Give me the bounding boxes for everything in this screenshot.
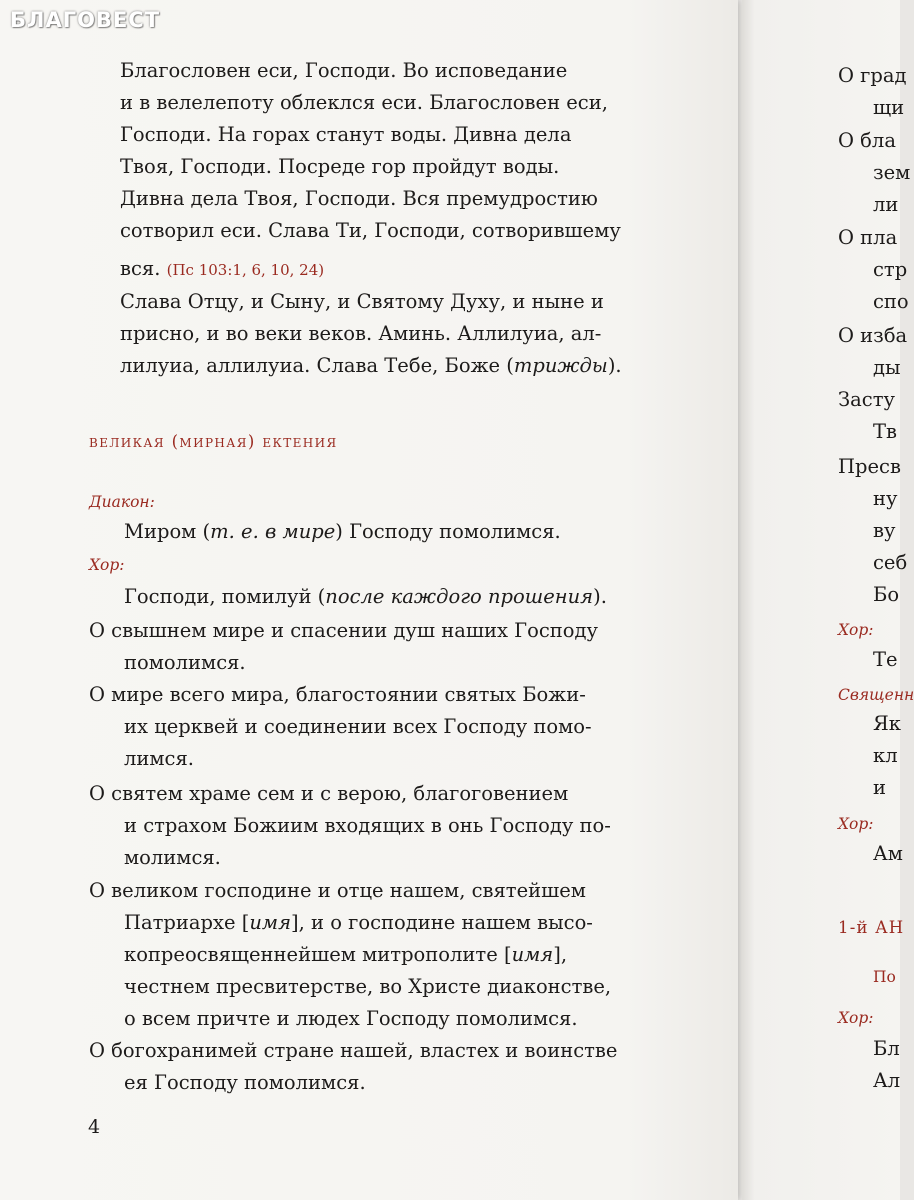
petition-line: помолимся. bbox=[124, 651, 246, 674]
petition-line: о всем причте и людех Господу помолимся. bbox=[124, 1007, 578, 1030]
deacon-text-end: ) Господу помолимся. bbox=[335, 520, 561, 543]
petition-line: лимся. bbox=[124, 747, 194, 770]
right-line: Засту bbox=[838, 388, 895, 411]
right-line: Те bbox=[873, 648, 898, 671]
intro-line: Твоя, Господи. Посреде гор пройдут воды. bbox=[120, 155, 560, 178]
right-page bbox=[742, 0, 914, 1200]
petition-line: и страхом Божиим входящих в онь Господу по- bbox=[124, 814, 611, 837]
rubric-italic: после каждого прошения bbox=[325, 585, 594, 608]
petition-line: копреосвященнейшем митрополите [имя], bbox=[124, 943, 568, 966]
right-line: стр bbox=[873, 258, 908, 281]
watermark: БЛАГОВЕСТ bbox=[10, 8, 161, 32]
choir-line bbox=[124, 581, 607, 613]
right-line: О град bbox=[838, 64, 907, 87]
petition-line: их церквей и соединении всех Господу помо- bbox=[124, 715, 592, 738]
deacon-role: Диакон: bbox=[89, 493, 155, 511]
right-line: себ bbox=[873, 551, 908, 574]
right-line: ну bbox=[873, 487, 898, 510]
right-choir-role: Хор: bbox=[838, 1009, 874, 1027]
right-choir-role: Хор: bbox=[838, 621, 874, 639]
doxology-text-end: ). bbox=[607, 354, 622, 377]
psalm-reference: (Пс 103:1, 6, 10, 24) bbox=[166, 261, 325, 279]
right-line: Бо bbox=[873, 583, 900, 606]
petition-first-line: О великом господине и отце нашем, святейшем bbox=[89, 879, 586, 902]
petition-line: молимся. bbox=[124, 846, 221, 869]
page-number: 4 bbox=[88, 1116, 101, 1138]
rubric-italic: т. е. в мире bbox=[210, 520, 336, 543]
right-line: Бл bbox=[873, 1037, 900, 1060]
right-line: ли bbox=[873, 193, 899, 216]
rubric-italic: трижды bbox=[513, 354, 608, 377]
right-line: ды bbox=[873, 356, 901, 379]
intro-line: Дивна дела Твоя, Господи. Вся премудростию bbox=[120, 187, 598, 210]
petition-first-line: О свышнем мире и спасении душ наших Господу bbox=[89, 619, 598, 642]
petition-line: ея Господу помолимся. bbox=[124, 1071, 366, 1094]
intro-line: Благословен еси, Господи. Во исповедание bbox=[120, 59, 568, 82]
right-line: щи bbox=[873, 96, 905, 119]
right-line: О пла bbox=[838, 226, 898, 249]
right-line: зем bbox=[873, 161, 911, 184]
intro-last-line bbox=[120, 253, 324, 286]
right-line: О бла bbox=[838, 129, 896, 152]
doxology-line: присно, и во веки веков. Аминь. Аллилуиа, ал- bbox=[120, 322, 602, 345]
section-heading: великая (мирная) ектения bbox=[89, 432, 338, 451]
choir-text-end: ). bbox=[593, 585, 607, 608]
intro-last-text: вся. bbox=[120, 257, 161, 280]
right-line: О изба bbox=[838, 324, 908, 347]
petition-line: честнем пресвитерстве, во Христе диаконстве, bbox=[124, 975, 612, 998]
petition-first-line: О святем храме сем и с верою, благоговением bbox=[89, 782, 569, 805]
right-line: Ам bbox=[873, 842, 903, 865]
choir-text: Господи, помилуй ( bbox=[124, 585, 326, 608]
right-priest-role: Священн bbox=[838, 686, 914, 704]
right-line: спо bbox=[873, 290, 909, 313]
right-line: и bbox=[873, 776, 886, 799]
intro-line: сотворил еси. Слава Ти, Господи, сотворившему bbox=[120, 219, 621, 242]
doxology-last-line bbox=[120, 350, 622, 382]
right-line: ву bbox=[873, 519, 896, 542]
doxology-line: Слава Отцу, и Сыну, и Святому Духу, и ныне и bbox=[120, 290, 604, 313]
right-line: Як bbox=[873, 712, 901, 735]
intro-line: и в велелепоту облеклся еси. Благословен еси, bbox=[120, 91, 608, 114]
deacon-text: Миром ( bbox=[124, 520, 211, 543]
right-line: кл bbox=[873, 744, 898, 767]
choir-role: Хор: bbox=[89, 556, 125, 574]
right-line: Тв bbox=[873, 420, 897, 443]
right-section-heading: 1-й АН bbox=[838, 918, 905, 937]
right-line: Ал bbox=[873, 1069, 901, 1092]
petition-first-line: О мире всего мира, благостоянии святых Божи- bbox=[89, 683, 586, 706]
deacon-line bbox=[124, 516, 561, 548]
intro-line: Господи. На горах станут воды. Дивна дела bbox=[120, 123, 572, 146]
right-line: Пресв bbox=[838, 455, 901, 478]
right-subheading: По bbox=[873, 968, 896, 986]
petition-first-line: О богохранимей стране нашей, властех и воинстве bbox=[89, 1039, 618, 1062]
doxology-text: лилуиа, аллилуиа. Слава Тебе, Боже ( bbox=[120, 354, 514, 377]
petition-line: Патриархе [имя], и о господине нашем высо- bbox=[124, 911, 593, 934]
right-choir-role: Хор: bbox=[838, 815, 874, 833]
